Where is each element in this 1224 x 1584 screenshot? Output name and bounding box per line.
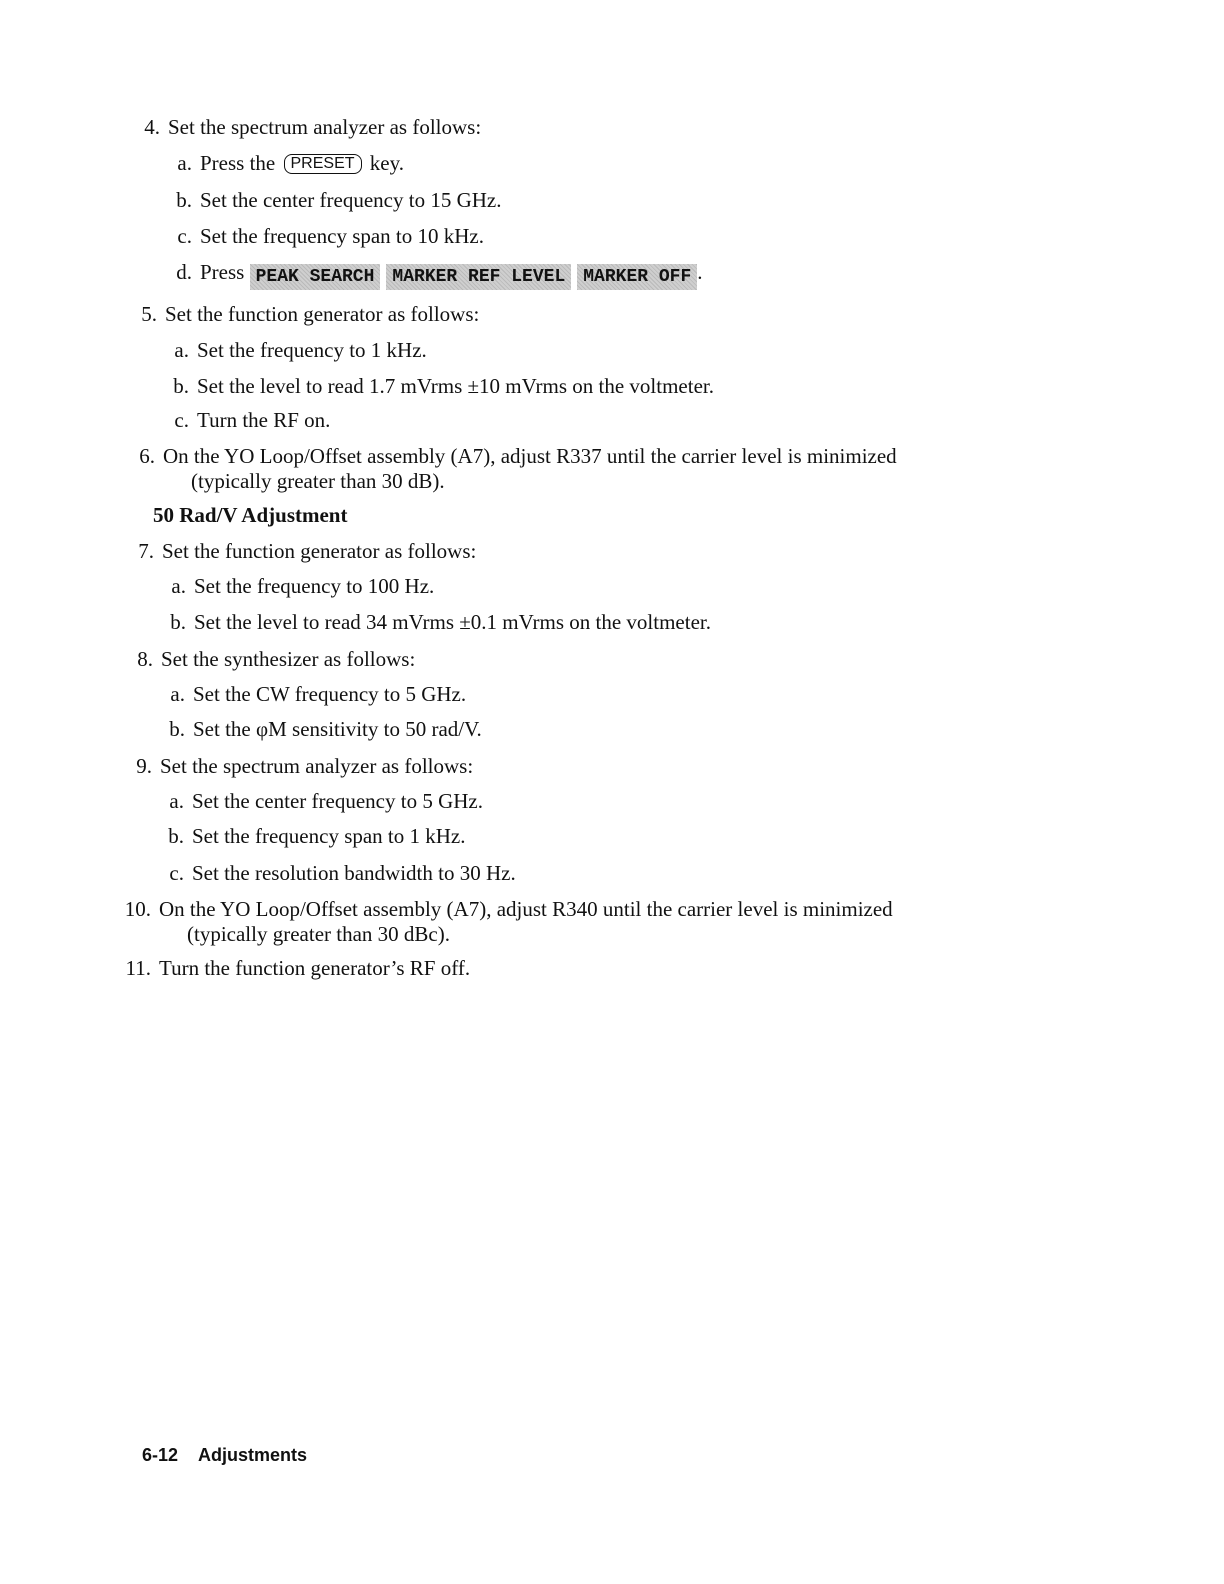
substep-label: b. xyxy=(170,610,186,634)
substep-text: Set the center frequency to 15 GHz. xyxy=(200,188,502,212)
step-8b xyxy=(163,717,482,741)
substep-label: a. xyxy=(177,151,192,175)
substep-text: Set the frequency span to 1 kHz. xyxy=(192,824,466,848)
substep-text: key. xyxy=(369,151,404,175)
substep-text: Set the φM sensitivity to 50 rad/V. xyxy=(193,717,482,741)
page-number: 6-12 xyxy=(142,1445,179,1465)
substep-text: . xyxy=(697,260,703,284)
step-text: Set the spectrum analyzer as follows: xyxy=(160,754,474,778)
substep-text: Press xyxy=(200,260,245,284)
substep-label: b. xyxy=(169,717,185,741)
step-number: 9. xyxy=(136,754,152,778)
step-8 xyxy=(123,647,415,671)
step-4c xyxy=(170,224,484,248)
substep-text: Set the level to read 1.7 mVrms ±10 mVrms on the voltmeter. xyxy=(197,374,714,398)
step-text: Set the spectrum analyzer as follows: xyxy=(168,115,482,139)
step-10-continuation: (typically greater than 30 dBc). xyxy=(187,922,450,946)
step-number: 11. xyxy=(125,956,151,980)
substep-text: Set the frequency to 1 kHz. xyxy=(197,338,427,362)
substep-text: Set the frequency to 100 Hz. xyxy=(194,574,435,598)
softkey-peak-search: PEAK SEARCH xyxy=(250,264,381,290)
step-4b xyxy=(170,188,501,212)
substep-text: Set the CW frequency to 5 GHz. xyxy=(193,682,467,706)
preset-key: PRESET xyxy=(284,154,362,174)
step-10 xyxy=(111,897,893,921)
substep-label: c. xyxy=(169,861,184,885)
section-heading: 50 Rad/V Adjustment xyxy=(153,503,348,527)
substep-label: d. xyxy=(176,260,192,284)
page-footer xyxy=(142,1443,307,1467)
step-7 xyxy=(124,539,476,563)
step-5b xyxy=(167,374,714,398)
substep-text: Turn the RF on. xyxy=(197,408,331,432)
step-9 xyxy=(122,754,473,778)
substep-label: a. xyxy=(171,574,186,598)
step-6 xyxy=(125,444,897,468)
substep-label: b. xyxy=(176,188,192,212)
step-text: On the YO Loop/Offset assembly (A7), adjust R340 until the carrier level is minimized xyxy=(159,897,893,921)
substep-label: c. xyxy=(177,224,192,248)
step-8a xyxy=(163,682,466,706)
section-name: Adjustments xyxy=(198,1445,308,1465)
substep-label: a. xyxy=(174,338,189,362)
step-9b xyxy=(162,824,466,848)
step-4a xyxy=(170,151,404,175)
substep-label: b. xyxy=(173,374,189,398)
step-7b xyxy=(164,610,711,634)
substep-text: Set the center frequency to 5 GHz. xyxy=(192,789,483,813)
substep-text: Set the frequency span to 10 kHz. xyxy=(200,224,485,248)
substep-text: Press the xyxy=(200,151,276,175)
substep-label: c. xyxy=(174,408,189,432)
substep-text: Set the level to read 34 mVrms ±0.1 mVrms on the voltmeter. xyxy=(194,610,711,634)
step-number: 6. xyxy=(139,444,155,468)
step-4 xyxy=(130,115,481,139)
step-6-continuation: (typically greater than 30 dB). xyxy=(191,469,445,493)
step-number: 4. xyxy=(144,115,160,139)
step-text: Set the synthesizer as follows: xyxy=(161,647,416,671)
step-text: Set the function generator as follows: xyxy=(165,302,480,326)
step-text: On the YO Loop/Offset assembly (A7), adjust R337 until the carrier level is minimized xyxy=(163,444,897,468)
step-9a xyxy=(162,789,483,813)
step-number: 5. xyxy=(141,302,157,326)
step-text: Turn the function generator’s RF off. xyxy=(159,956,471,980)
softkey-marker-ref-level: MARKER REF LEVEL xyxy=(386,264,571,290)
step-7a xyxy=(164,574,434,598)
step-5c xyxy=(167,408,330,432)
step-number: 7. xyxy=(138,539,154,563)
step-5a xyxy=(167,338,427,362)
substep-label: a. xyxy=(169,789,184,813)
step-4d xyxy=(170,260,703,290)
step-text: Set the function generator as follows: xyxy=(162,539,477,563)
step-number: 8. xyxy=(137,647,153,671)
softkey-marker-off: MARKER OFF xyxy=(577,264,697,290)
substep-label: b. xyxy=(168,824,184,848)
step-11 xyxy=(111,956,470,980)
substep-text: Set the resolution bandwidth to 30 Hz. xyxy=(192,861,516,885)
step-number: 10. xyxy=(124,897,151,921)
step-5 xyxy=(127,302,479,326)
step-9c xyxy=(162,861,516,885)
substep-label: a. xyxy=(170,682,185,706)
